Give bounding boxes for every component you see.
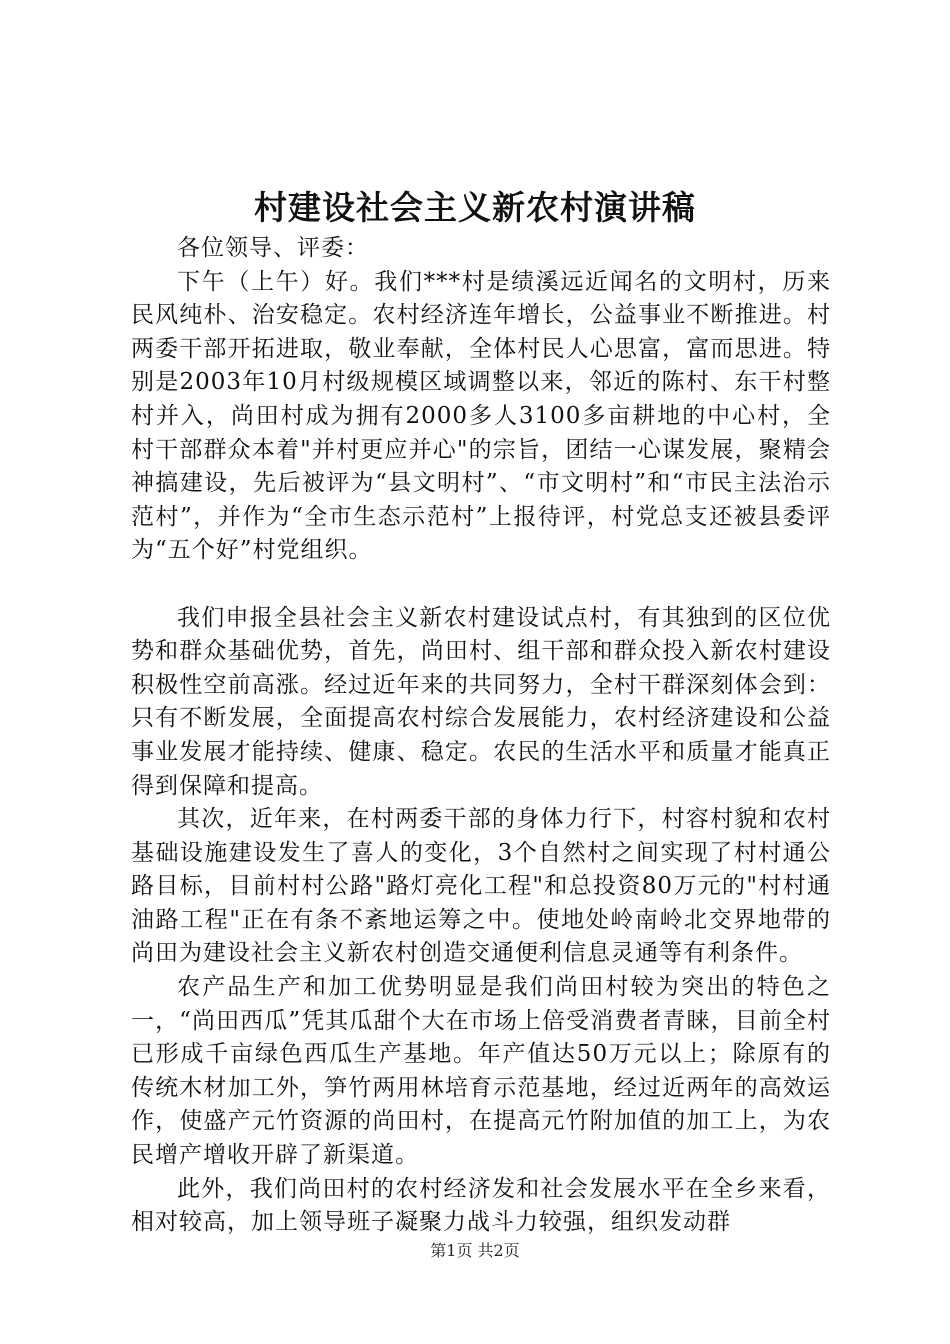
paragraph-1: 下午（上午）好。我们***村是绩溪远近闻名的文明村，历来民风纯朴、治安稳定。农村经济连年增长，公益事业不断推进。村两委干部开拓进取，敬业奉献，全体村民人心思富，富而思进。特别是2003年10月村级规模区域调整以来，邻近的陈村、东干村整村并入，尚田村成为拥有2000多人3100多亩耕地的中心村，全村干部群众本着"并村更应并心"的宗旨，团结一心谋发展，聚精会神搞建设，先后被评为“县文明村”、“市文明村”和“市民主法治示范村”，并作为“全市生态示范村”上报待评，村党总支还被县委评为“五个好”村党组织。 xyxy=(131,268,831,564)
document-body xyxy=(131,232,831,1240)
paragraph-5: 此外，我们尚田村的农村经济发和社会发展水平在全乡来看，相对较高，加上领导班子凝聚力战斗力较强，组织发动群 xyxy=(131,1175,831,1236)
page-number-footer: 第1页 共2页 xyxy=(430,1241,520,1260)
paragraph-3: 其次，近年来，在村两委干部的身体力行下，村容村貌和农村基础设施建设发生了喜人的变化，3个自然村之间实现了村村通公路目标，目前村村公路"路灯亮化工程"和总投资80万元的"村村通油路工程"正在有条不紊地运筹之中。使地处岭南岭北交界地带的尚田为建设社会主义新农村创造交通便利信息灵通等有利条件。 xyxy=(131,806,831,967)
document-title: 村建设社会主义新农村演讲稿 xyxy=(254,188,696,227)
paragraph-2: 我们申报全县社会主义新农村建设试点村，有其独到的区位优势和群众基础优势，首先，尚田村、组干部和群众投入新农村建设积极性空前高涨。经过近年来的共同努力，全村干群深刻体会到：只有不断发展，全面提高农村综合发展能力，农村经济建设和公益事业发展才能持续、健康、稳定。农民的生活水平和质量才能真正得到保障和提高。 xyxy=(131,604,831,799)
paragraph-4: 农产品生产和加工优势明显是我们尚田村较为突出的特色之一，“尚田西瓜”凭其瓜甜个大在市场上倍受消费者青睐，目前全村已形成千亩绿色西瓜生产基地。年产值达50万元以上；除原有的传统木材加工外，笋竹两用林培育示范基地，经过近两年的高效运作，使盛产元竹资源的尚田村，在提高元竹附加值的加工上，为农民增产增收开辟了新渠道。 xyxy=(131,974,831,1169)
paragraph-spacer xyxy=(131,568,831,602)
greeting: 各位领导、评委： xyxy=(177,235,369,261)
